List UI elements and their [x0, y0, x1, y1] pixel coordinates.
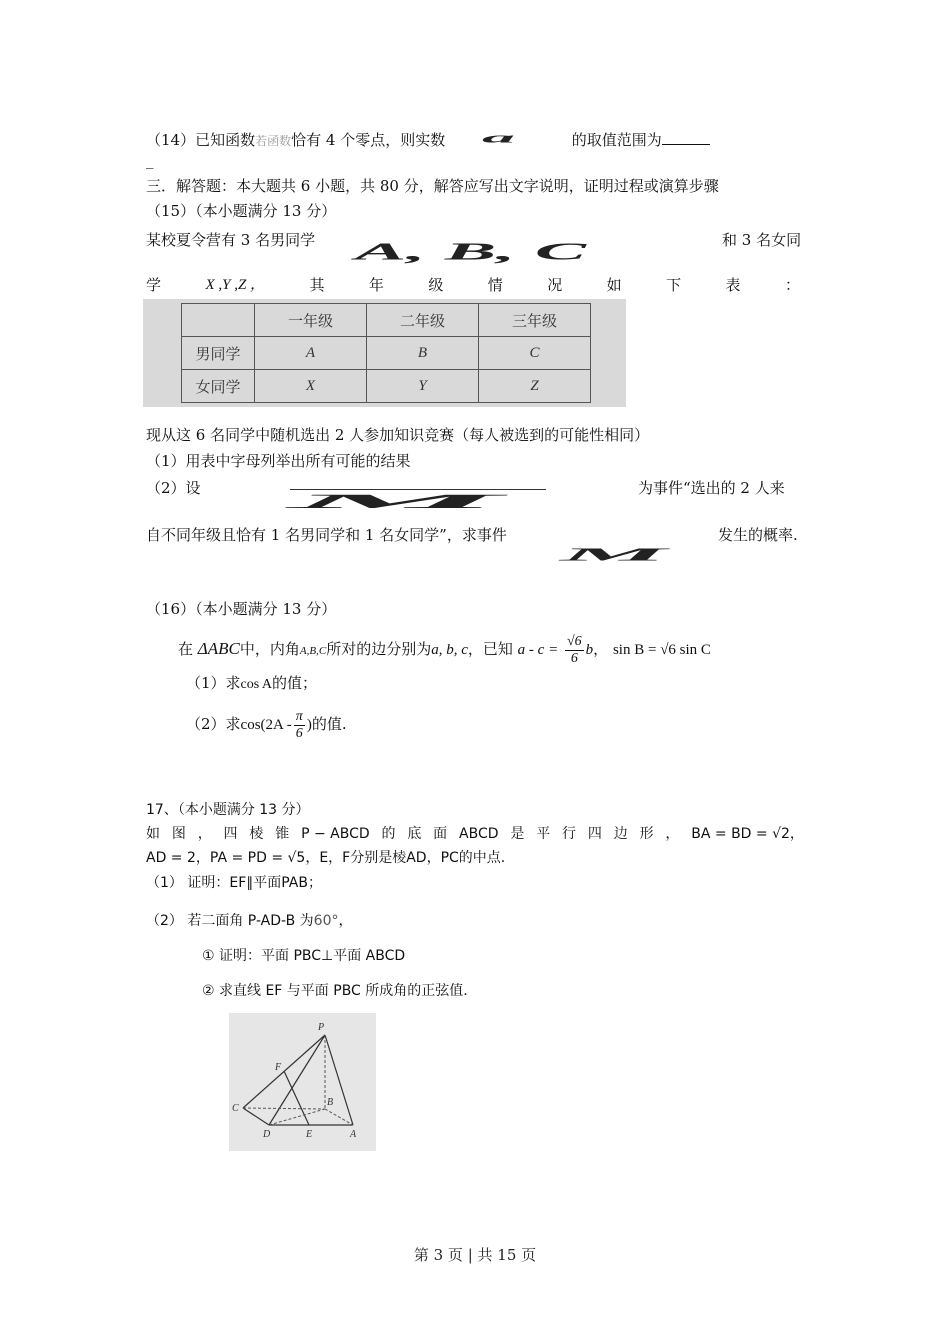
q14-symbol-a: a [481, 129, 515, 146]
q17-line1-char: 是 [510, 826, 525, 842]
q16-sub1-prefix: （1）求 [186, 674, 241, 692]
q15-big-m-2: M [560, 544, 667, 565]
pyramid-figure [229, 1013, 376, 1151]
q16-eq2: sin B = √6 sin C [612, 642, 711, 658]
q16-statement [178, 632, 711, 672]
q15-line5-prefix: 自不同年级且恰有 1 名男同学和 1 名女同学”，求事件 [146, 526, 507, 544]
figure-label-e: E [306, 1129, 313, 1140]
q15-line3: 现从这 6 名同学中随机选出 2 人参加知识竞赛（每人被选到的可能性相同） [146, 426, 650, 444]
q15-line2-char: 学 [146, 276, 162, 294]
q15-line2-char: 下 [666, 276, 682, 294]
q16-comma: ， [593, 640, 609, 658]
q16-stmt-prefix: 在 [178, 640, 194, 658]
q17-line1-char: P − ABCD [301, 826, 370, 842]
q15-sub1: （1）用表中字母列举出所有可能的结果 [146, 452, 411, 470]
q16-sub2-den: 6 [295, 725, 303, 741]
q15-big-m-1: M [288, 490, 502, 513]
table-header-cell: 三年级 [479, 304, 591, 337]
q14-mid: 恰有 4 个零点，则实数 [291, 131, 446, 149]
q15-sub2-prefix: （2）设 [146, 479, 201, 497]
table-row [182, 337, 591, 370]
q15-line2-char: ： [784, 276, 800, 294]
q16-sub2-expr-right: ) [306, 717, 312, 733]
q17-sub2-suffix: ， [338, 913, 353, 929]
q15-line2-char: 如 [606, 276, 622, 294]
q16-eq1-left: a - c = [517, 642, 559, 658]
q15-big-m-underline [290, 489, 546, 490]
table-cell: 女同学 [182, 370, 255, 403]
figure-label-p: P [318, 1022, 325, 1033]
table-header-cell: 一年级 [255, 304, 367, 337]
q16-triangle: ΔABC [197, 639, 240, 658]
figure-label-a: A [350, 1129, 357, 1140]
q16-sub2-prefix: （2）求 [186, 715, 241, 733]
q16-eq1-num: √6 [566, 633, 582, 649]
q14-line [146, 126, 810, 151]
q17-line1-char: 如 [146, 826, 160, 842]
q15-line2-char: X ,Y ,Z ， [205, 277, 266, 293]
table-header-row [182, 304, 591, 337]
q15-header: （15）（本小题满分 13 分） [146, 202, 337, 220]
q17-angle: 60° [313, 913, 339, 929]
q16-stmt-mid2: 所对的边分别为 [326, 640, 432, 658]
q17-line1-char: 行 [562, 826, 577, 842]
q17-line2: AD = 2，PA = PD = √5，E，F分别是棱AD，PC的中点. [146, 850, 506, 866]
q16-sub2-fraction [294, 709, 305, 742]
table-cell: Z [479, 370, 591, 403]
q17-line1-char: 锥 [275, 826, 290, 842]
q15-line2-char: 情 [487, 276, 503, 294]
table-cell: A [255, 337, 367, 370]
table-cell: X [255, 370, 367, 403]
page-footer: 第 3 页 | 共 15 页 [413, 1246, 537, 1264]
q17-sub2 [146, 911, 352, 931]
q15-big-abc: A, B, C [355, 238, 587, 265]
table-cell: 男同学 [182, 337, 255, 370]
table-header-cell [182, 304, 255, 337]
q16-stmt-mid3: ，已知 [467, 640, 513, 658]
table-row [182, 370, 591, 403]
q15-line2-char: 况 [547, 276, 563, 294]
table-header-cell: 二年级 [367, 304, 479, 337]
q14-answer-blank [662, 130, 710, 145]
q15-line1-suffix: 和 3 名女同 [722, 231, 802, 249]
table-cell: Y [367, 370, 479, 403]
q17-line1-char: 四 [223, 826, 238, 842]
q17-line1-char: 图 [171, 826, 186, 842]
q17-line1-char: 的 [381, 826, 396, 842]
q16-stmt-mid1: 中，内角 [239, 640, 300, 658]
figure-label-f: F [275, 1062, 282, 1073]
q14-dash: _ [146, 151, 154, 169]
q15-line1-prefix: 某校夏令营有 3 名男同学 [146, 231, 316, 249]
q17-line1-char: BA = BD = √2， [691, 826, 804, 842]
q16-sub1 [186, 673, 317, 695]
q15-line2-char: 级 [428, 276, 444, 294]
table-cell: B [367, 337, 479, 370]
q17-item2: ② 求直线 EF 与平面 PBC 所成角的正弦值. [202, 983, 468, 999]
q17-line1-char: 面 [433, 826, 448, 842]
q16-sub2 [186, 704, 347, 748]
q15-line2-char: 年 [368, 276, 384, 294]
q17-line1-char: 边 [613, 826, 628, 842]
q16-eq1-right: b [585, 642, 594, 658]
q16-eq1-den: 6 [570, 650, 578, 666]
q14-suffix: 的取值范围为 [571, 131, 662, 149]
q17-line1-char: 四 [587, 826, 602, 842]
table-cell: C [479, 337, 591, 370]
q17-header: 17、（本小题满分 13 分） [146, 802, 310, 818]
q17-line1-char: ， [665, 826, 680, 842]
q17-sub1: （1） 证明：EF∥平面PAB； [146, 875, 322, 891]
q16-angles: A,B,C [299, 645, 327, 657]
q17-line1-char: 底 [407, 826, 422, 842]
q15-line2-char: 其 [309, 276, 325, 294]
section-3-heading: 三．解答题：本大题共 6 小题，共 80 分，解答应写出文字说明，证明过程或演算步骤 [146, 177, 719, 195]
q17-line1-char: 棱 [249, 826, 264, 842]
q15-table-image [143, 299, 626, 407]
q15-line2 [146, 275, 800, 295]
q16-sub2-num: π [295, 708, 303, 724]
q17-line1-char: 平 [536, 826, 551, 842]
q17-item1: ① 证明：平面 PBC⊥平面 ABCD [202, 948, 406, 964]
q16-sub2-expr-left: cos(2A - [240, 717, 292, 733]
q17-line1-char: ， [197, 826, 212, 842]
q16-eq1-fraction [565, 634, 584, 667]
q16-sub1-expr: cos A [240, 677, 273, 692]
q17-sub2-prefix: （2） 若二面角 P-AD-B 为 [146, 913, 314, 929]
q15-line5-suffix: 发生的概率. [718, 526, 798, 544]
q16-header: （16）（本小题满分 13 分） [146, 600, 337, 618]
q15-sub2-suffix: 为事件“选出的 2 人来 [638, 479, 785, 497]
figure-label-c: C [232, 1103, 239, 1114]
q16-sub2-suffix: 的值. [311, 715, 347, 733]
q14-prefix: （14）已知函数 [146, 131, 256, 149]
figure-label-b: B [327, 1097, 334, 1108]
q16-sub1-suffix: 的值； [272, 674, 318, 692]
q17-line1-char: 形 [639, 826, 654, 842]
q17-line1-char: ABCD [459, 826, 499, 842]
q15-grade-table [181, 303, 591, 403]
q16-sides: a, b, c [431, 642, 468, 658]
q14-faint-text: 若函数 [255, 134, 292, 148]
q15-line2-char: 表 [725, 276, 741, 294]
figure-label-d: D [263, 1129, 271, 1140]
q17-line1 [146, 824, 804, 844]
pyramid-diagram [229, 1013, 376, 1151]
